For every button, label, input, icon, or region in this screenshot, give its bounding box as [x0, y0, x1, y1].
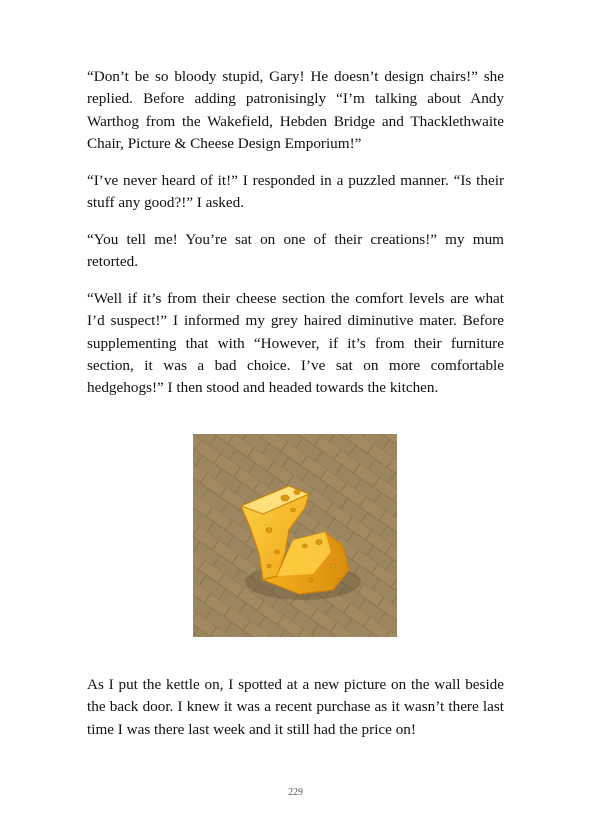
- paragraph: “Well if it’s from their cheese section the comfort levels are what I’d suspect!” I informed my grey haired diminutive mater. Before supplementing that with “However, if it’s from their furniture section, it was a bad choice. I’ve sat on more comfortable hedgehogs!” I then stood and headed towards the kitchen.: [87, 290, 504, 397]
- paragraph: “I’ve never heard of it!” I responded in a puzzled manner. “Is their stuff any good?!” I asked.: [87, 172, 504, 212]
- paragraph: “You tell me! You’re sat on one of their creations!” my mum retorted.: [87, 231, 504, 271]
- wooden-floor: [193, 434, 397, 637]
- cheese-chair-illustration: [193, 434, 397, 637]
- page-number: 229: [288, 787, 303, 798]
- paragraph: “Don’t be so bloody stupid, Gary! He doesn’t design chairs!” she replied. Before adding patronisingly “I’m talking about Andy Warthog from the Wakefield, Hebden Bridge and Thacklethwaite Chair, Picture & Cheese Design Emporium!”: [87, 68, 504, 152]
- paragraph: As I put the kettle on, I spotted at a new picture on the wall beside the back door. I knew it was a recent purchase as it wasn’t there last time I was there last week and it still had the price on!: [87, 676, 504, 738]
- cheese-chair-icon: [193, 434, 397, 637]
